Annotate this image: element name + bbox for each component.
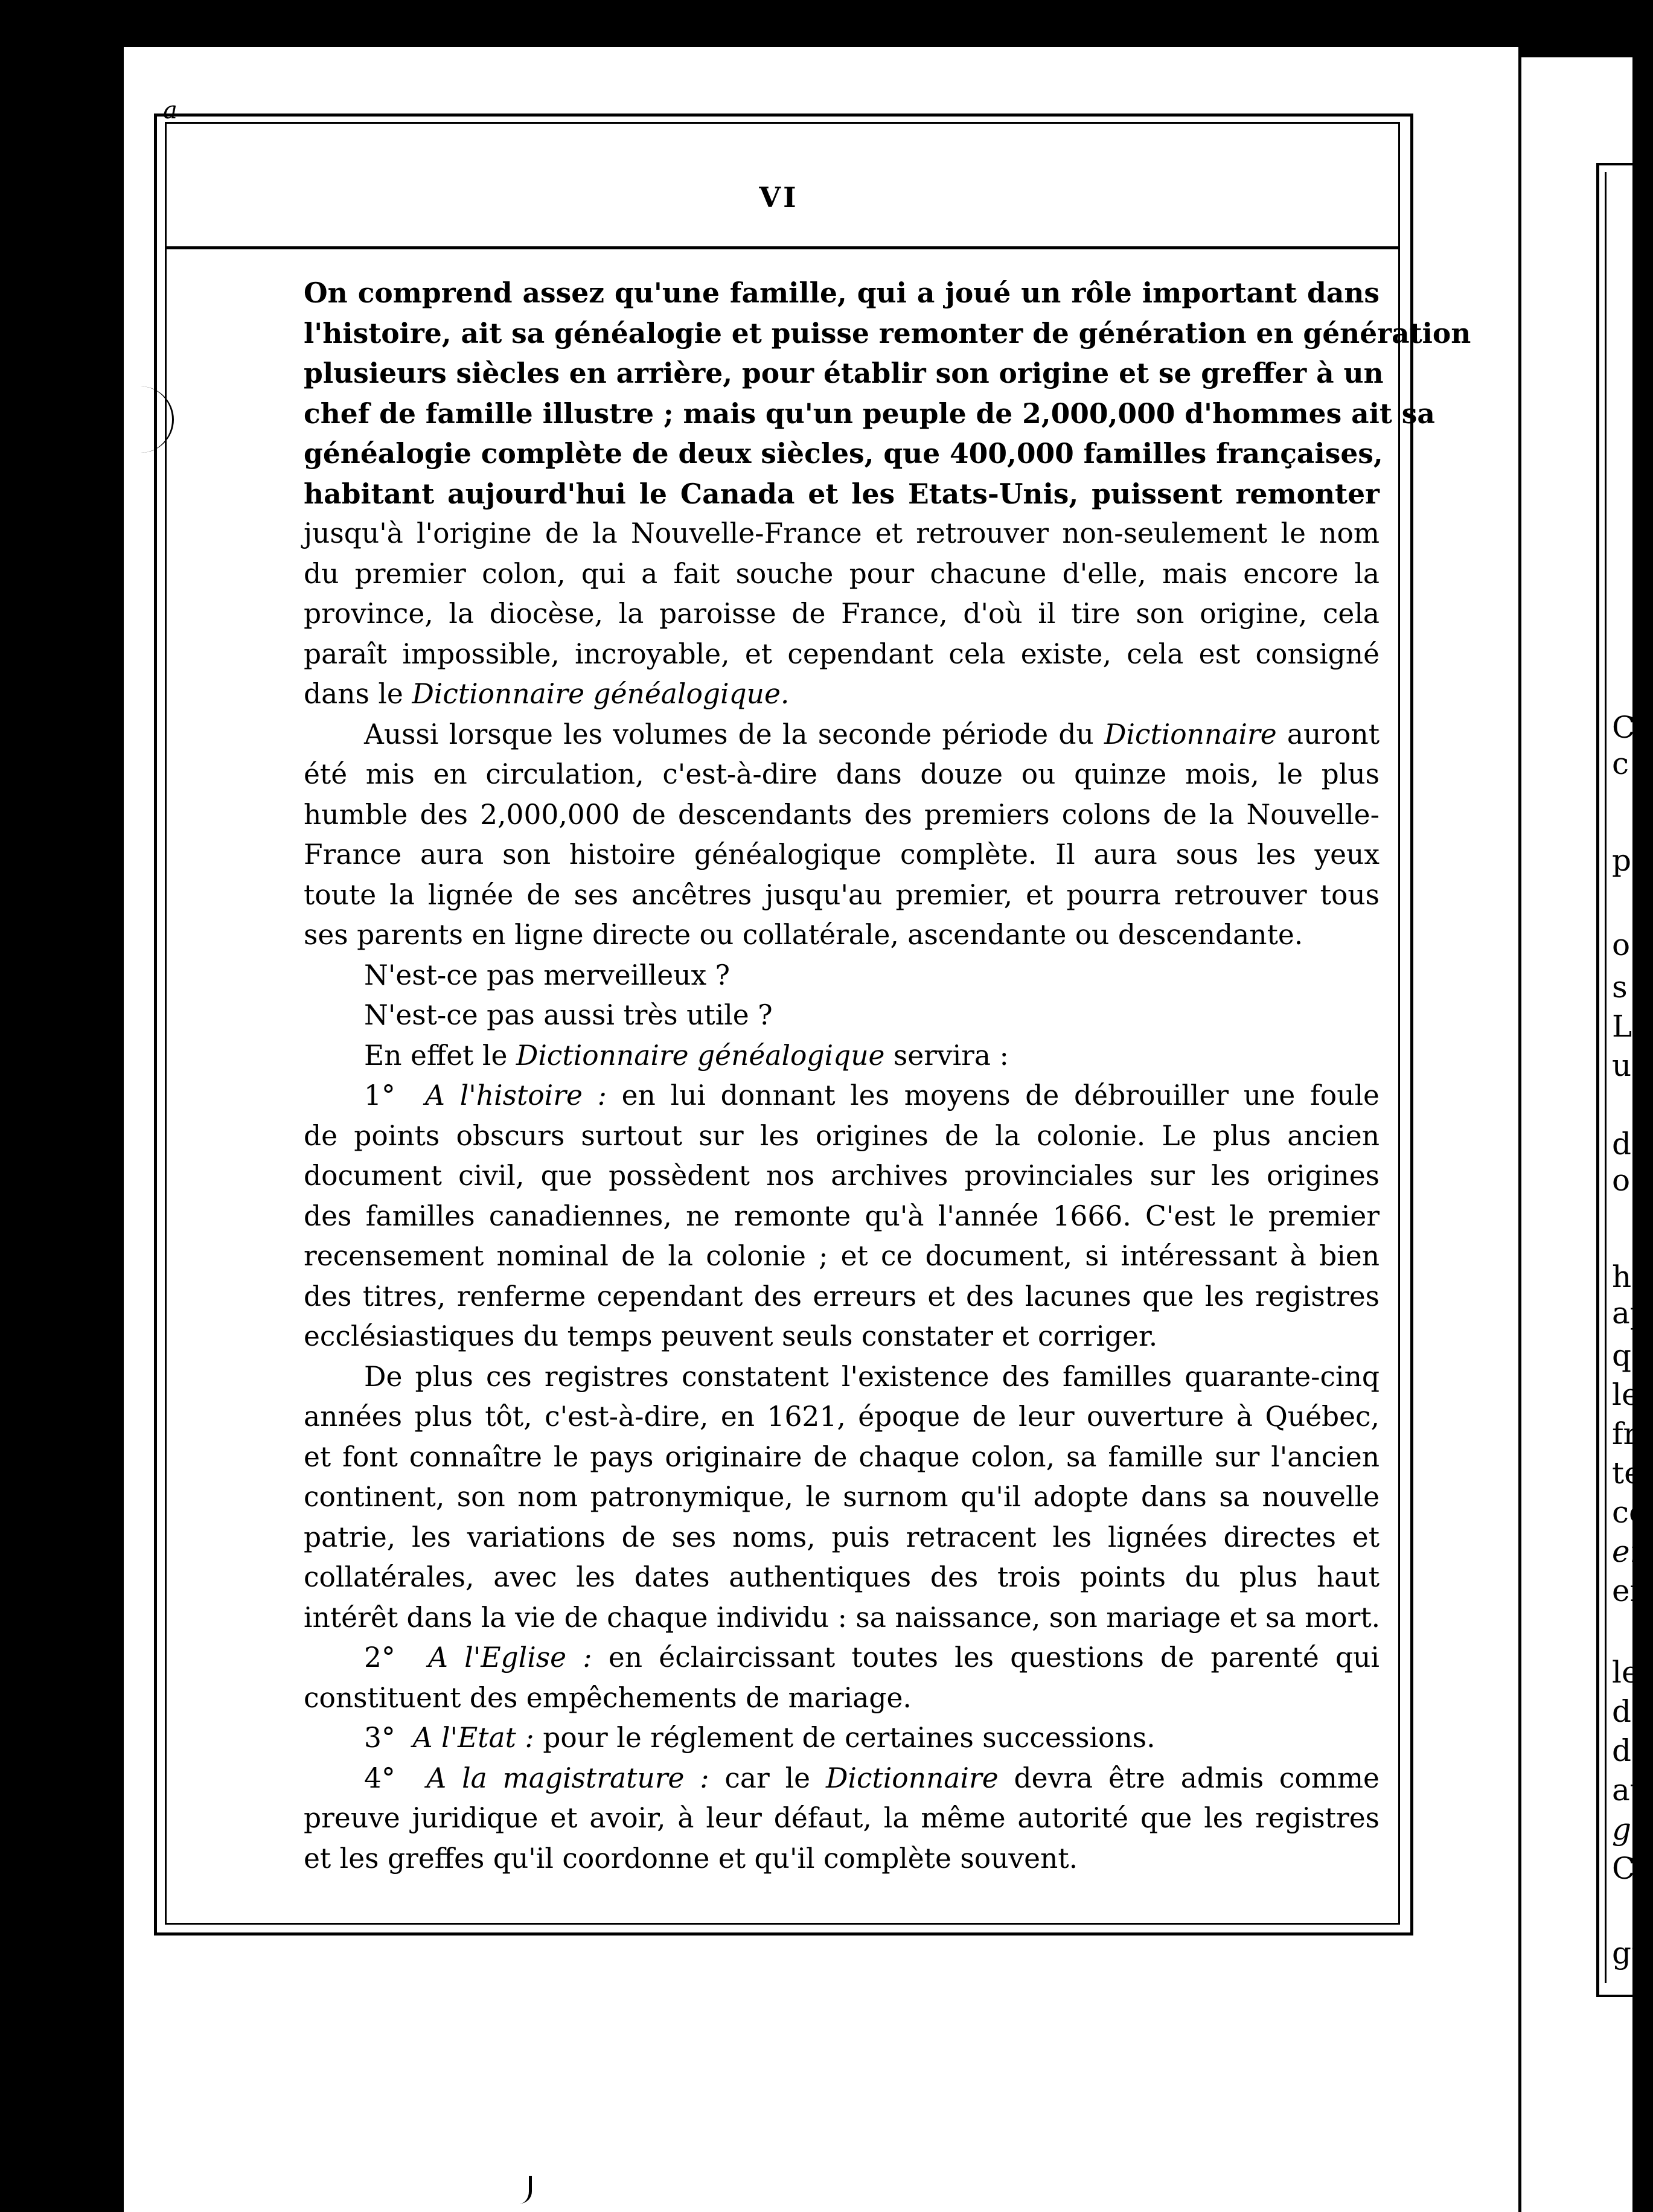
next-page-fragment: da (1612, 1694, 1649, 1729)
item-number: 2° (364, 1641, 395, 1673)
item-label: A l'Etat : (412, 1722, 534, 1754)
next-page-fragment: co (1612, 1495, 1648, 1530)
next-page-fragment: q (1612, 1338, 1632, 1373)
text-line: humble des 2,000,000 de descendants des premiers colons de la Nouvelle- (304, 798, 1380, 831)
item-label: A l'histoire : (425, 1079, 607, 1111)
text-line: et font connaître le pays originaire de chaque colon, sa famille sur l'ancien (304, 1440, 1380, 1473)
text-line: et les greffes qu'il coordonne et qu'il complète souvent. (304, 1842, 1078, 1875)
italic-title: Dictionnaire généalogique (516, 1039, 885, 1072)
text-line (304, 674, 1380, 715)
next-page-fragment: le (1612, 1655, 1640, 1690)
text-line: De plus ces registres constatent l'existence des familles quarante-cinq (364, 1360, 1380, 1393)
question-line: N'est-ce pas aussi très utile ? (364, 999, 773, 1031)
paragraph-2 (304, 715, 1380, 956)
text-run: pour le réglement de certaines successions. (534, 1722, 1156, 1754)
question-line: N'est-ce pas merveilleux ? (364, 959, 731, 991)
next-page-fragment: en (1612, 1573, 1649, 1608)
list-item-3 (304, 1718, 1380, 1759)
list-item-1-continued (304, 1357, 1380, 1638)
text-line: intérêt dans la vie de chaque individu : sa naissance, son mariage et sa mort. (304, 1601, 1381, 1634)
text-line: chef de famille illustre ; mais qu'un peuple de 2,000,000 d'hommes ait sa (304, 397, 1435, 430)
text-line (304, 715, 1380, 755)
text-line: des titres, renferme cependant des erreurs et des lacunes que les registres (304, 1280, 1380, 1312)
item-number: 1° (364, 1079, 395, 1111)
next-page-fragment: u (1612, 1048, 1632, 1083)
text-line: province, la diocèse, la paroisse de France, d'où il tire son origine, cela (304, 598, 1380, 630)
next-page-fragment: fr (1612, 1416, 1638, 1451)
next-page-fragment: p (1612, 843, 1632, 878)
text-run: dans le (304, 678, 412, 710)
text-line (304, 1759, 1380, 1799)
text-line: des familles canadiennes, ne remonte qu'à l'année 1666. C'est le premier (304, 1200, 1380, 1232)
text-line: ses parents en ligne directe ou collatérale, ascendante ou descendante. (304, 919, 1303, 951)
text-line: France aura son histoire généalogique complète. Il aura sous les yeux (304, 839, 1380, 871)
text-line: années plus tôt, c'est-à-dire, en 1621, époque de leur ouverture à Québec, (304, 1401, 1380, 1433)
next-page-fragment: C (1612, 710, 1635, 745)
text-line: document civil, que possèdent nos archives provinciales sur les origines (304, 1160, 1380, 1192)
text-line: recensement nominal de la colonie ; et ce document, si intéressant à bien (304, 1240, 1380, 1272)
italic-title: Dictionnaire généalogique. (412, 678, 790, 710)
text-line: toute la lignée de ses ancêtres jusqu'au premier, et pourra retrouver tous (304, 878, 1380, 911)
text-line: On comprend assez qu'une famille, qui a joué un rôle important dans (304, 276, 1380, 309)
text-line: l'histoire, ait sa généalogie et puisse remonter de génération en génération (304, 316, 1471, 350)
list-item-2 (304, 1638, 1380, 1718)
text-run: en éclaircissant toutes les questions de parenté qui (592, 1641, 1380, 1673)
next-page-fragment: en (1612, 1534, 1649, 1569)
text-line (304, 1076, 1380, 1116)
next-page-fragment: L (1612, 1009, 1632, 1044)
text-line: patrie, les variations de ses noms, puis retracent les lignées directes et (304, 1521, 1380, 1553)
item-label: A la magistrature : (426, 1762, 709, 1794)
next-page-fragment: te (1612, 1456, 1642, 1491)
next-page-fragment: s (1612, 970, 1628, 1005)
next-page-fragment: gé (1612, 1812, 1649, 1847)
text-line: paraît impossible, incroyable, et cependant cela existe, cela est consigné (304, 638, 1380, 670)
text-run: car le (709, 1762, 826, 1794)
text-line: été mis en circulation, c'est-à-dire dans douze ou quinze mois, le plus (304, 758, 1380, 790)
next-page-fragment: le (1612, 1377, 1640, 1412)
item-label: A l'Eglise : (428, 1641, 592, 1673)
text-line: continent, son nom patronymique, le surnom qu'il adopte dans sa nouvelle (304, 1481, 1380, 1513)
text-line: preuve juridique et avoir, à leur défaut, la même autorité que les registres (304, 1802, 1380, 1834)
next-page-fragment: Ca (1612, 1851, 1653, 1886)
italic-title: Dictionnaire (825, 1762, 999, 1794)
italic-title: Dictionnaire (1104, 718, 1277, 750)
text-line: de points obscurs surtout sur les origines de la colonie. Le plus ancien (304, 1119, 1380, 1152)
text-run: En effet le (364, 1039, 516, 1072)
text-run: en lui donnant les moyens de débrouiller une foule (606, 1079, 1380, 1111)
text-line (304, 1718, 1380, 1759)
text-run: servira : (884, 1039, 1009, 1072)
text-line: ecclésiastiques du temps peuvent seuls constater et corriger. (304, 1320, 1158, 1352)
next-page-edge (1521, 57, 1653, 2212)
text-run: devra être admis comme (998, 1762, 1380, 1794)
next-page-fragment: ap (1612, 1296, 1649, 1331)
paragraph-1 (304, 273, 1471, 715)
text-line: généalogie complète de deux siècles, que 400,000 familles françaises, (304, 437, 1383, 470)
text-line (304, 1036, 1380, 1076)
body-text (304, 273, 1471, 1879)
next-page-fragment: gr (1612, 1936, 1646, 1971)
margin-mark: a (163, 97, 177, 124)
item-number: 3° (364, 1722, 395, 1754)
text-line: jusqu'à l'origine de la Nouvelle-France et retrouver non-seulement le nom (304, 517, 1380, 549)
next-page-fragment: o (1612, 1163, 1631, 1198)
text-run: Aussi lorsque les volumes de la seconde période du (364, 718, 1104, 750)
list-item-4 (304, 1759, 1380, 1879)
text-run: auront (1276, 718, 1380, 750)
item-number: 4° (364, 1762, 395, 1794)
page-number: VI (759, 181, 799, 214)
next-page-fragment: hi (1612, 1259, 1642, 1294)
next-page-fragment: d (1612, 1127, 1632, 1162)
next-page-fragment: c (1612, 746, 1629, 781)
text-line: habitant aujourd'hui le Canada et les Etats-Unis, puissent remonter (304, 477, 1380, 510)
text-line: du premier colon, qui a fait souche pour chacune d'elle, mais encore la (304, 557, 1380, 590)
text-line: plusieurs siècles en arrière, pour établir son origine et se greffer à un (304, 357, 1384, 389)
header-rule (165, 246, 1400, 249)
next-page-fragment: o (1612, 927, 1631, 962)
next-page-fragment: au (1612, 1772, 1650, 1808)
text-line (304, 1638, 1380, 1678)
list-item-1 (304, 1076, 1380, 1357)
text-line: collatérales, avec les dates authentiques des trois points du plus haut (304, 1561, 1380, 1593)
text-line: constituent des empêchements de mariage. (304, 1681, 912, 1714)
next-page-fragment: de (1612, 1733, 1649, 1768)
